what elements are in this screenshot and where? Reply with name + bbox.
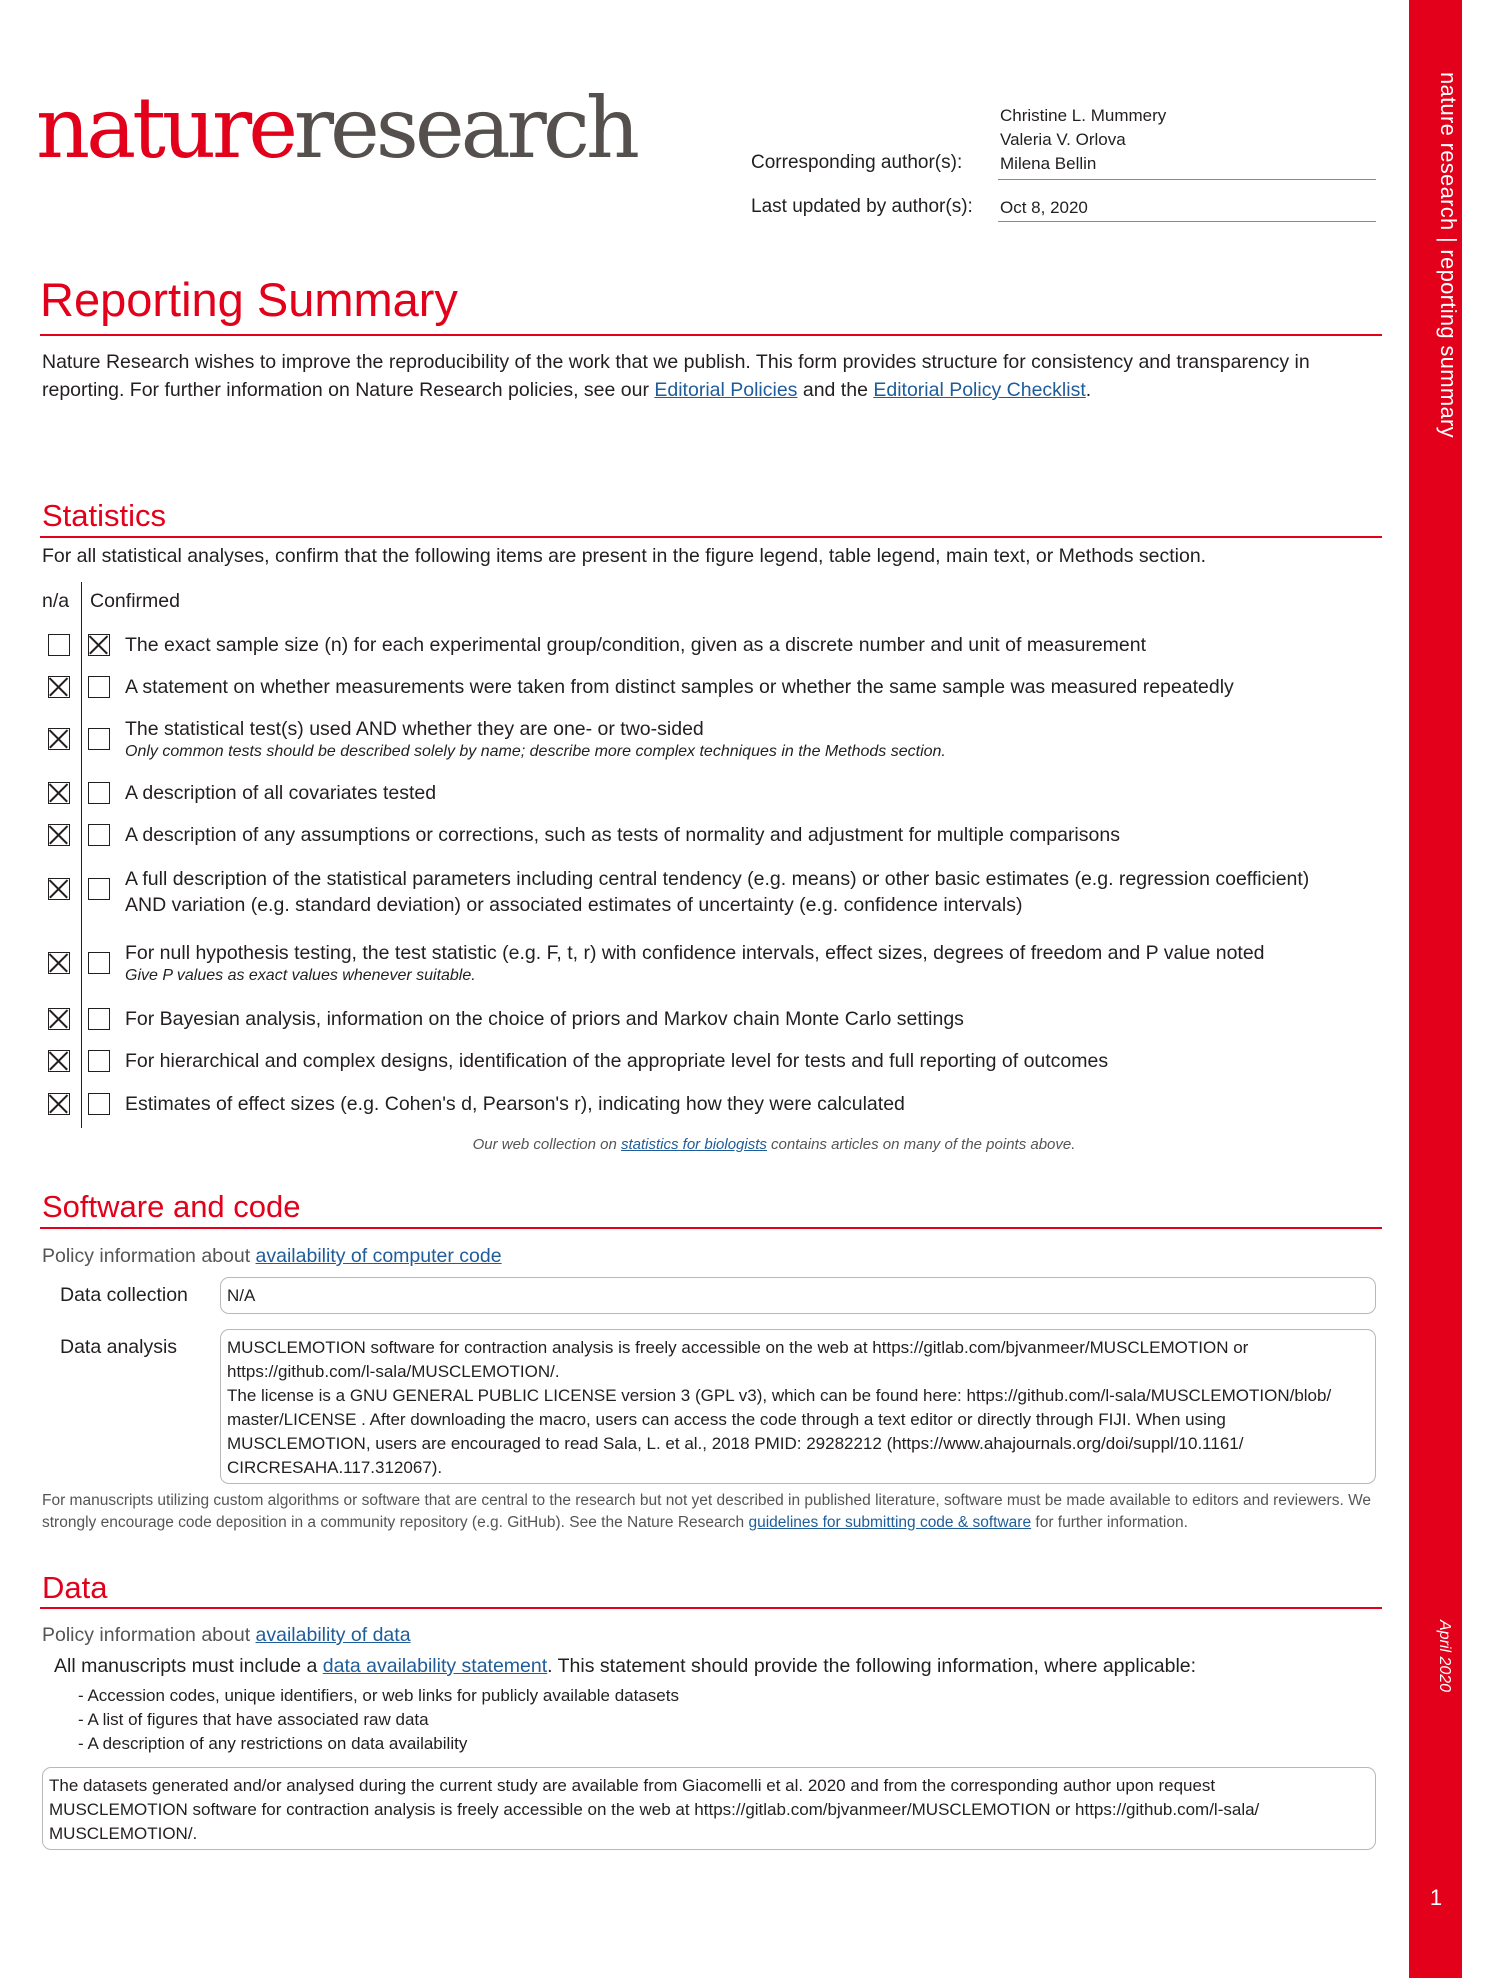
na-checkbox[interactable]: [48, 1050, 70, 1072]
nature-research-logo: [36, 79, 636, 177]
confirmed-column-header: Confirmed: [90, 590, 180, 612]
checklist-item: [125, 866, 1309, 918]
intro-paragraph: [42, 348, 1382, 404]
checklist-item-text: Estimates of effect sizes (e.g. Cohen's d, Pearson's r), indicating how they were calculated: [125, 1093, 905, 1115]
analysis-line: The license is a GNU GENERAL PUBLIC LICENSE version 3 (GPL v3), which can be found here: https://github.com/l-sala/MUSCLEMOTION/blob/: [227, 1386, 1332, 1405]
author-name: Christine L. Mummery: [1000, 106, 1167, 125]
statement-text: . This statement should provide the following information, where applicable:: [547, 1655, 1197, 1677]
na-checkbox[interactable]: [48, 782, 70, 804]
analysis-line: master/LICENSE . After downloading the macro, users can access the code through a text editor or directly through FIJI. When using: [227, 1410, 1226, 1429]
confirmed-checkbox[interactable]: [88, 1093, 110, 1115]
data-answer-line: MUSCLEMOTION software for contraction analysis is freely accessible on the web at https://gitlab.com/bjvanmeer/MUSCLEMOTION or https://github.com/l-sala/: [49, 1800, 1260, 1819]
software-note: [42, 1490, 1392, 1534]
software-note-text: For manuscripts utilizing custom algorithms or software that are central to the research but not yet described in published literature, software must be made available to editors and reviewers. We strongly encourage code deposition in a community repository (e.g. GitHub). See the Nature Research: [42, 1492, 1372, 1531]
data-rule: [40, 1607, 1382, 1609]
na-checkbox[interactable]: [48, 1008, 70, 1030]
checklist-item-note: Give P values as exact values whenever suitable.: [125, 967, 476, 984]
data-bullet: - Accession codes, unique identifiers, or web links for publicly available datasets: [78, 1686, 679, 1705]
data-bullet: - A list of figures that have associated raw data: [78, 1710, 429, 1729]
analysis-line: CIRCRESAHA.117.312067).: [227, 1458, 443, 1477]
availability-of-data-link[interactable]: availability of data: [255, 1624, 411, 1646]
checklist-item: [125, 780, 436, 806]
date-underline: [998, 221, 1376, 222]
data-analysis-field[interactable]: [220, 1329, 1376, 1484]
data-bullet: - A description of any restrictions on data availability: [78, 1734, 468, 1753]
data-heading: Data: [42, 1570, 108, 1605]
statistics-rule: [40, 536, 1382, 538]
data-answer-line: The datasets generated and/or analysed during the current study are available from Giacomelli et al. 2020 and from the corresponding author upon request: [49, 1776, 1216, 1795]
side-strip-title: nature research | reporting summary: [1436, 72, 1461, 438]
footnote-text: contains articles on many of the points above.: [766, 1136, 1076, 1153]
confirmed-checkbox[interactable]: [88, 1050, 110, 1072]
page-number: 1: [1429, 1885, 1443, 1910]
checklist-item-text: For hierarchical and complex designs, identification of the appropriate level for tests and full reporting of outcomes: [125, 1050, 1109, 1072]
checklist-item: [125, 632, 1146, 658]
confirmed-checkbox[interactable]: [88, 1008, 110, 1030]
data-policy-line: [42, 1624, 411, 1647]
checklist-item: [125, 1048, 1108, 1074]
na-checkbox[interactable]: [48, 952, 70, 974]
data-statement-line: [54, 1655, 1196, 1678]
na-checkbox[interactable]: [48, 1093, 70, 1115]
policy-text: Policy information about: [42, 1245, 256, 1267]
checklist-item-text: The statistical test(s) used AND whether they are one- or two-sided: [125, 718, 704, 740]
checklist-item: [125, 822, 1120, 848]
policy-text: Policy information about: [42, 1624, 256, 1646]
statement-text: All manuscripts must include a: [54, 1655, 323, 1677]
editorial-policies-link[interactable]: Editorial Policies: [654, 379, 798, 401]
intro-text: Nature Research wishes to improve the reproducibility of the work that we publish. This form provides structure for consistency and transparency in reporting. For further information on Nature Research policies, see our: [42, 351, 1310, 401]
na-checkbox[interactable]: [48, 728, 70, 750]
checklist-item: [125, 716, 946, 762]
confirmed-checkbox[interactable]: [88, 634, 110, 656]
editorial-policy-checklist-link[interactable]: Editorial Policy Checklist: [873, 379, 1086, 401]
intro-text: and the: [797, 379, 874, 401]
author-name: Valeria V. Orlova: [1000, 130, 1126, 149]
statistics-heading: Statistics: [42, 498, 167, 533]
analysis-line: https://github.com/l-sala/MUSCLEMOTION/.: [227, 1362, 560, 1381]
data-availability-field[interactable]: [42, 1767, 1376, 1850]
data-analysis-label: Data analysis: [60, 1336, 178, 1358]
software-note-text: for further information.: [1031, 1514, 1188, 1531]
guidelines-code-software-link[interactable]: guidelines for submitting code & software: [748, 1514, 1032, 1531]
intro-text: .: [1085, 379, 1092, 401]
checklist-item-text: The exact sample size (n) for each experimental group/condition, given as a discrete number and unit of measurement: [125, 634, 1147, 656]
na-checkbox[interactable]: [48, 634, 70, 656]
na-checkbox[interactable]: [48, 878, 70, 900]
na-checkbox[interactable]: [48, 676, 70, 698]
confirmed-checkbox[interactable]: [88, 782, 110, 804]
last-updated-label: Last updated by author(s):: [751, 196, 973, 217]
data-collection-label: Data collection: [60, 1284, 188, 1306]
data-availability-statement-link[interactable]: data availability statement: [322, 1655, 548, 1677]
data-collection-field[interactable]: N/A: [220, 1277, 1376, 1314]
confirmed-checkbox[interactable]: [88, 824, 110, 846]
checklist-item-text: A full description of the statistical parameters including central tendency (e.g. means) or other basic estimates (e.g. regression coefficient): [125, 868, 1310, 890]
logo-word-research: research: [293, 79, 636, 177]
checklist-item: [125, 1091, 905, 1117]
software-rule: [40, 1227, 1382, 1229]
software-policy-line: [42, 1245, 502, 1268]
checklist-item-text: For Bayesian analysis, information on the choice of priors and Markov chain Monte Carlo settings: [125, 1008, 964, 1030]
checklist-item: [125, 674, 1234, 700]
logo-word-nature: nature: [36, 79, 294, 177]
authors-underline: [998, 179, 1376, 180]
checklist-item-text: A statement on whether measurements were taken from distinct samples or whether the same sample was measured repeatedly: [125, 676, 1234, 698]
page-title: Reporting Summary: [40, 273, 458, 326]
checklist-item-note: Only common tests should be described solely by name; describe more complex techniques in the Methods section.: [125, 743, 946, 760]
confirmed-checkbox[interactable]: [88, 728, 110, 750]
last-updated-value: Oct 8, 2020: [1000, 198, 1088, 217]
analysis-line: MUSCLEMOTION, users are encouraged to read Sala, L. et al., 2018 PMID: 29282212 (https://www.ahajournals.org/doi/suppl/10.1161/: [227, 1434, 1244, 1453]
statistics-instruction: For all statistical analyses, confirm that the following items are present in the figure legend, table legend, main text, or Methods section.: [42, 545, 1207, 567]
software-heading: Software and code: [42, 1189, 301, 1224]
checklist-item: [125, 1006, 964, 1032]
statistics-footnote: [0, 1136, 1489, 1153]
checklist-item-text: A description of any assumptions or corrections, such as tests of normality and adjustment for multiple comparisons: [125, 824, 1120, 846]
confirmed-checkbox[interactable]: [88, 878, 110, 900]
checklist-item-text: AND variation (e.g. standard deviation) or associated estimates of uncertainty (e.g. confidence intervals): [125, 894, 1023, 916]
na-column-header: n/a: [42, 590, 70, 612]
confirmed-checkbox[interactable]: [88, 952, 110, 974]
confirmed-checkbox[interactable]: [88, 676, 110, 698]
corresponding-authors-label: Corresponding author(s):: [751, 152, 963, 173]
checklist-item-text: A description of all covariates tested: [125, 782, 437, 804]
na-checkbox[interactable]: [48, 824, 70, 846]
availability-of-computer-code-link[interactable]: availability of computer code: [255, 1245, 502, 1267]
statistics-for-biologists-link[interactable]: statistics for biologists: [621, 1136, 767, 1153]
checklist-item-text: For null hypothesis testing, the test statistic (e.g. F, t, r) with confidence intervals, effect sizes, degrees of freedom and P value noted: [125, 942, 1265, 964]
data-answer-line: MUSCLEMOTION/.: [49, 1824, 198, 1843]
checklist-item: [125, 940, 1265, 986]
title-rule: [40, 334, 1382, 336]
footnote-text: Our web collection on: [472, 1136, 621, 1153]
analysis-line: MUSCLEMOTION software for contraction analysis is freely accessible on the web at https://gitlab.com/bjvanmeer/MUSCLEMOTION or: [227, 1338, 1249, 1357]
author-name: Milena Bellin: [1000, 154, 1097, 173]
side-strip-date: April 2020: [1436, 1620, 1453, 1693]
column-divider: [81, 582, 82, 1128]
